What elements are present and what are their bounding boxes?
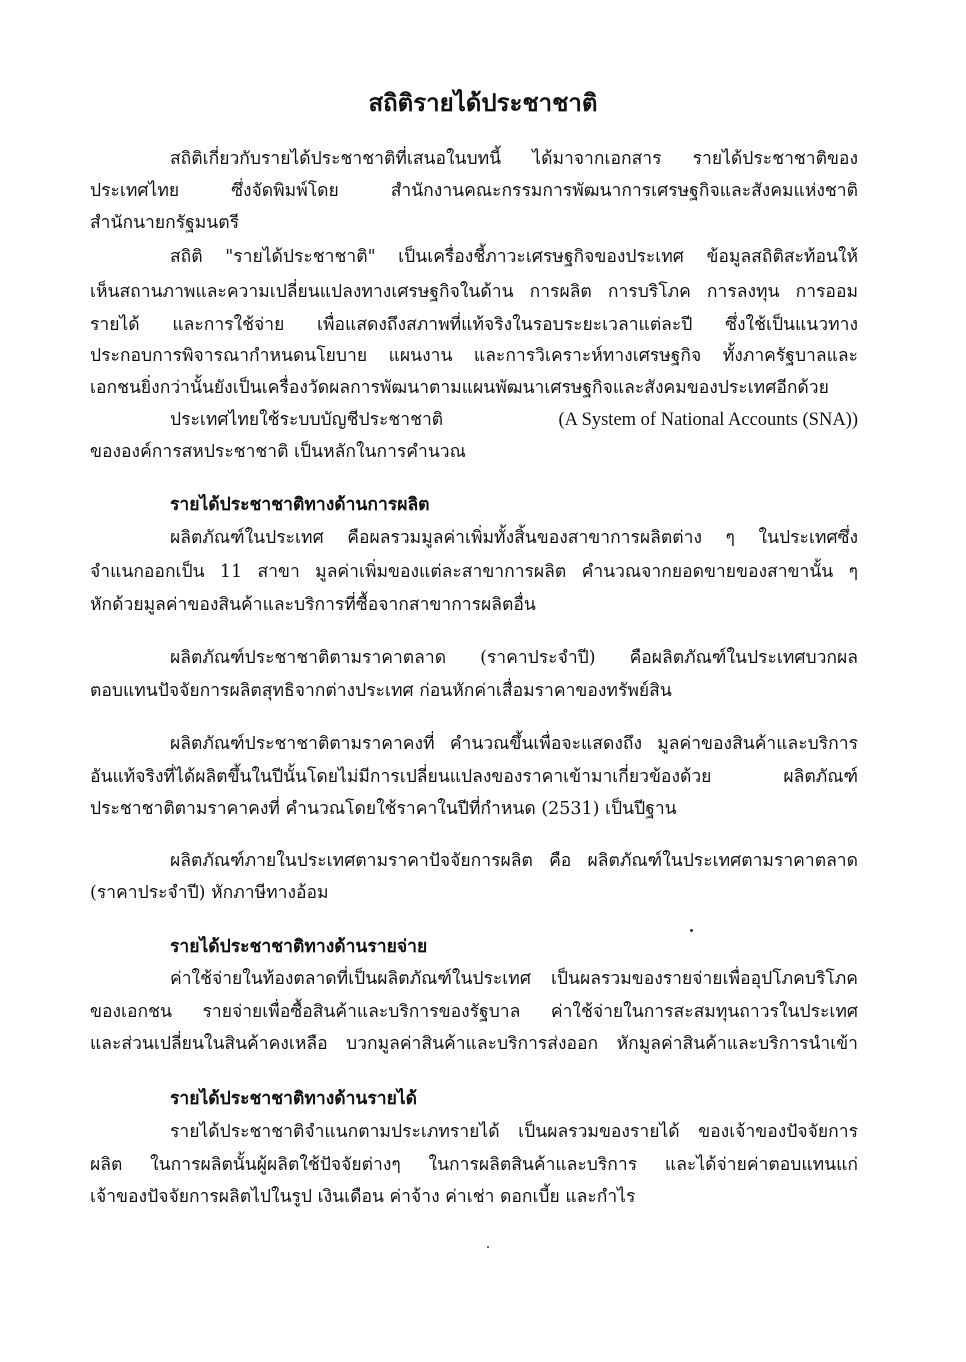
intro-p2-line-1: สถิติ "รายได้ประชาชาติ" เป็นเครื่องชี้ภาวะเศรษฐกิจของประเทศ ข้อมูลสถิติสะท้อนให้ <box>170 247 858 267</box>
intro-p1-line-1: สถิติเกี่ยวกับรายได้ประชาชาติที่เสนอในบทนี้ ได้มาจากเอกสาร รายได้ประชาชาติของ <box>170 149 858 169</box>
production-p4-line-1: ผลิตภัณฑ์ภายในประเทศตามราคาปัจจัยการผลิต คือ ผลิตภัณฑ์ในประเทศตามราคาตลาด <box>170 851 858 871</box>
production-p1-line-3: หักด้วยมูลค่าของสินค้าและบริการที่ซื้อจากสาขาการผลิตอื่น <box>90 595 536 615</box>
intro-p2-line-4: ประกอบการพิจารณากำหนดนโยบาย แผนงาน และการวิเคราะห์ทางเศรษฐกิจ ทั้งภาครัฐบาลและ <box>90 346 858 366</box>
intro-p1-line-2: ประเทศไทย ซึ่งจัดพิมพ์โดย สำนักงานคณะกรรมการพัฒนาการเศรษฐกิจและสังคมแห่งชาติ <box>90 181 858 201</box>
production-p1-line-2: จำแนกออกเป็น 11 สาขา มูลค่าเพิ่มของแต่ละสาขาการผลิต คำนวณจากยอดขายของสาขานั้น ๆ <box>90 562 858 582</box>
intro-p2-line-2: เห็นสถานภาพและความเปลี่ยนแปลงทางเศรษฐกิจในด้าน การผลิต การบริโภค การลงทุน การออม <box>90 282 858 302</box>
production-p1-line-1: ผลิตภัณฑ์ในประเทศ คือผลรวมมูลค่าเพิ่มทั้งสิ้นของสาขาการผลิตต่าง ๆ ในประเทศซึ่ง <box>170 528 858 548</box>
production-heading: รายได้ประชาชาติทางด้านการผลิต <box>170 495 430 515</box>
production-p2-line-2: ตอบแทนปัจจัยการผลิตสุทธิจากต่างประเทศ ก่อนหักค่าเสื่อมราคาของทรัพย์สิน <box>90 681 672 701</box>
expenditure-heading: รายได้ประชาชาติทางด้านรายจ่าย <box>170 937 428 957</box>
production-p3-line-1: ผลิตภัณฑ์ประชาชาติตามราคาคงที่ คำนวณขึ้นเพื่อจะแสดงถึง มูลค่าของสินค้าและบริการ <box>170 734 858 754</box>
income-p1-line-2: ผลิต ในการผลิตนั้นผู้ผลิตใช้ปัจจัยต่างๆ ในการผลิตสินค้าและบริการ และได้จ่ายค่าตอบแทนแก่ <box>90 1155 858 1175</box>
income-p1-line-3: เจ้าของปัจจัยการผลิตไปในรูป เงินเดือน ค่าจ้าง ค่าเช่า ดอกเบี้ย และกำไร <box>90 1187 636 1207</box>
production-p3-line-2: อันแท้จริงที่ได้ผลิตขึ้นในปีนั้นโดยไม่มีการเปลี่ยนแปลงของราคาเข้ามาเกี่ยวข้องด้วย ผลิตภัณฑ์ <box>90 767 858 787</box>
page-title: สถิติรายได้ประชาชาติ <box>368 88 598 117</box>
production-p4-line-2: (ราคาประจำปี) หักภาษีทางอ้อม <box>90 883 329 903</box>
scan-speck-2 <box>487 1246 489 1248</box>
intro-p2-line-3: รายได้ และการใช้จ่าย เพื่อแสดงถึงสภาพที่แท้จริงในรอบระยะเวลาแต่ละปี ซึ่งใช้เป็นแนวทาง <box>90 315 858 335</box>
expenditure-p1-line-2: ของเอกชน รายจ่ายเพื่อซื้อสินค้าและบริการของรัฐบาล ค่าใช้จ่ายในการสะสมทุนถาวรในประเทศ <box>90 1002 858 1022</box>
intro-p3-sna: (A System of National Accounts (SNA)) <box>558 410 858 430</box>
expenditure-p1-line-3: และส่วนเปลี่ยนในสินค้าคงเหลือ บวกมูลค่าสินค้าและบริการส่งออก หักมูลค่าสินค้าและบริการนำเข้า <box>90 1034 858 1054</box>
intro-p1-line-3: สำนักนายกรัฐมนตรี <box>90 213 240 233</box>
expenditure-p1-line-1: ค่าใช้จ่ายในท้องตลาดที่เป็นผลิตภัณฑ์ในประเทศ เป็นผลรวมของรายจ่ายเพื่ออุปโภคบริโภค <box>170 969 858 989</box>
production-p3-line-3: ประชาชาติตามราคาคงที่ คำนวณโดยใช้ราคาในปีที่กำหนด (2531) เป็นปีฐาน <box>90 799 677 819</box>
income-heading: รายได้ประชาชาติทางด้านรายได้ <box>170 1089 418 1109</box>
income-p1-line-1: รายได้ประชาชาติจำแนกตามประเภทรายได้ เป็นผลรวมของรายได้ ของเจ้าของปัจจัยการ <box>170 1122 858 1142</box>
production-p2-line-1: ผลิตภัณฑ์ประชาชาติตามราคาตลาด (ราคาประจำปี) คือผลิตภัณฑ์ในประเทศบวกผล <box>170 648 858 668</box>
intro-p3-thai: ประเทศไทยใช้ระบบบัญชีประชาชาติ <box>170 410 444 430</box>
intro-p2-line-5: เอกชนยิ่งกว่านั้นยังเป็นเครื่องวัดผลการพัฒนาตามแผนพัฒนาเศรษฐกิจและสังคมของประเทศอีกด้วย <box>90 378 829 398</box>
intro-p3-line-2: ขององค์การสหประชาชาติ เป็นหลักในการคำนวณ <box>90 442 466 462</box>
